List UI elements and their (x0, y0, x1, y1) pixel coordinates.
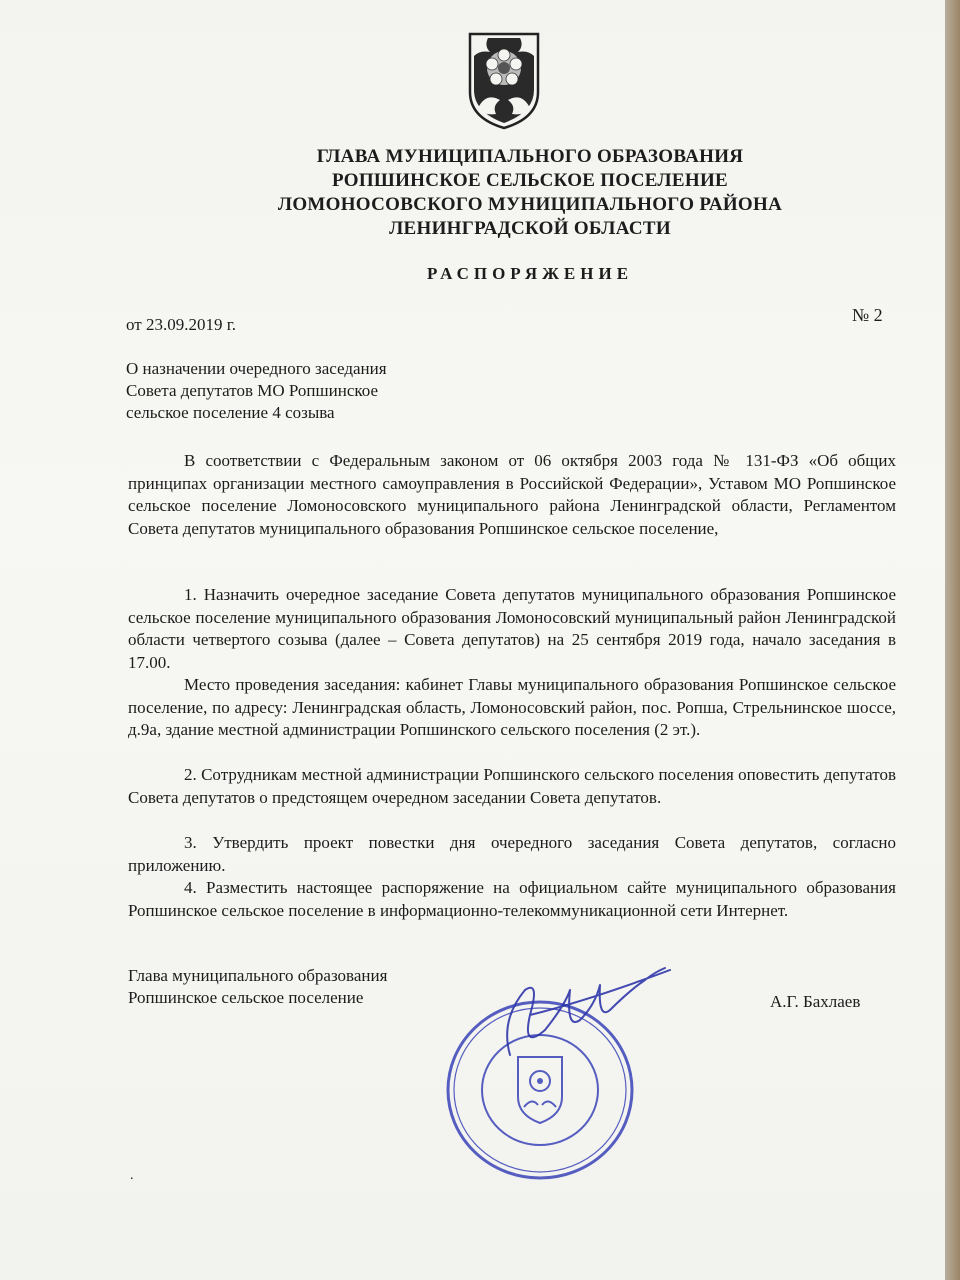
document-number: № 2 (852, 305, 883, 325)
document-date: от 23.09.2019 г. (126, 315, 237, 334)
subject-line-2: Совета депутатов МО Ропшинское (126, 381, 379, 400)
subject-line-1: О назначении очередного заседания (126, 359, 387, 378)
signatory-position-line-2: Ропшинское сельское поселение (128, 988, 364, 1007)
header-line-2: РОПШИНСКОЕ СЕЛЬСКОЕ ПОСЕЛЕНИЕ (331, 170, 728, 191)
order-item-1: 1. Назначить очередное заседание Совета депутатов муниципального образования Ропшинское сельское поселение муниципального образования Ломоносовский муниципальный район Ленинградской области четвертого созыва (далее – Совета депутатов) на 25 сентября 2019 года, начало заседания в 17.00. (128, 585, 896, 672)
coat-of-arms-icon (466, 30, 542, 130)
document-type-title: РАСПОРЯЖЕНИЕ (426, 264, 634, 283)
signatory-position (128, 965, 387, 1009)
signatory-position-line-1: Глава муниципального образования (128, 966, 388, 985)
signatory-name: А.Г. Бахлаев (770, 992, 861, 1011)
order-item-2: 2. Сотрудникам местной администрации Ропшинского сельского поселения оповестить депутатов Совета депутатов о предстоящем очередном заседании Совета депутатов. (128, 765, 896, 807)
document-subject (126, 358, 387, 424)
table-edge (945, 0, 960, 1280)
handwritten-signature (470, 960, 680, 1070)
order-item-4: 4. Разместить настоящее распоряжение на официальном сайте муниципального образования Ропшинское сельское поселение в информационно-телекоммуникационной сети Интернет. (128, 878, 896, 920)
header-line-1: ГЛАВА МУНИЦИПАЛЬНОГО ОБРАЗОВАНИЯ (316, 146, 744, 167)
footer-mark: . (130, 1168, 134, 1183)
header-line-4: ЛЕНИНГРАДСКОЙ ОБЛАСТИ (389, 218, 671, 239)
issuer-header (130, 145, 930, 241)
subject-line-3: сельское поселение 4 созыва (126, 403, 335, 422)
header-line-3: ЛОМОНОСОВСКОГО МУНИЦИПАЛЬНОГО РАЙОНА (277, 194, 783, 215)
order-item-3: 3. Утвердить проект повестки дня очередного заседания Совета депутатов, согласно приложению. (128, 833, 896, 875)
meeting-place-paragraph: Место проведения заседания: кабинет Главы муниципального образования Ропшинское сельское поселение, по адресу: Ленинградская область, Ломоносовский район, пос. Ропша, Стрельнинское шоссе, д.9а, здание местной администрации Ропшинского сельского поселения (2 эт.). (128, 675, 896, 739)
preamble-paragraph: В соответствии с Федеральным законом от 06 октября 2003 года № 131-ФЗ «Об общих принципах организации местного самоуправления в Российской Федерации», Уставом МО Ропшинское сельское поселение Ломоносовского муниципального района Ленинградской области, Регламентом Совета депутатов муниципального образования Ропшинское сельское поселение, (128, 451, 896, 538)
